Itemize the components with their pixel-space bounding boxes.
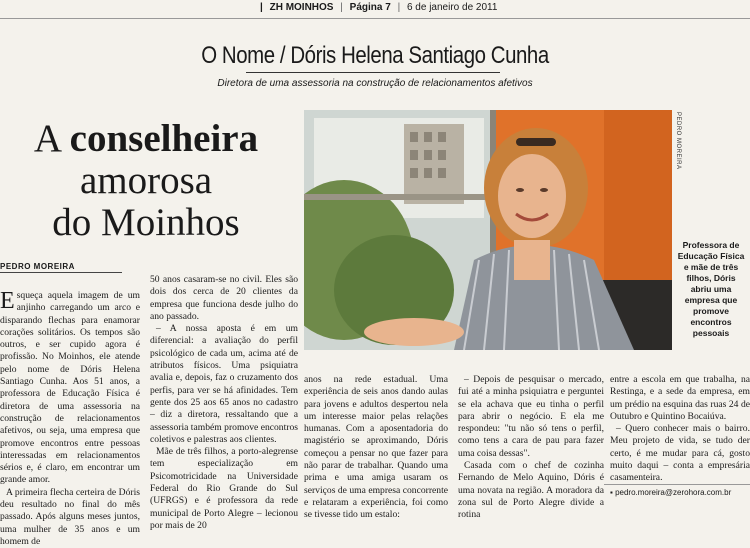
photo-illustration xyxy=(304,110,672,350)
headline-prefix: A xyxy=(33,117,60,160)
headline xyxy=(0,118,292,244)
paragraph: – Depois de pesquisar o mercado, fui até a minha psiquiatra e perguntei se ela achava que eu tinha o perfil para abrir o negócio. E ela me respondeu: "tu não só tens o perfil, como tens a cara de pau para fazer uma coisa dessas". xyxy=(458,374,604,459)
byline: PEDRO MOREIRA xyxy=(0,262,75,271)
paragraph: Casada com o chef de cozinha Fernando de Melo Aquino, Dóris é uma novata na região. A moradora da zona sul de Porto Alegre divide a rotina xyxy=(458,460,604,521)
paragraph: Mãe de três filhos, a porto-alegrense tem especialização em Psicomotricidade na Universidade Federal do Rio Grande do Sul (UFRGS) e é professora da rede municipal de Porto Alegre – lecionou por mais de 20 xyxy=(150,446,298,531)
portrait-photo xyxy=(304,110,672,350)
header-separator: | xyxy=(260,2,263,13)
page-header xyxy=(260,2,501,13)
byline-rule xyxy=(0,272,122,273)
paragraph: A primeira flecha certeira de Dóris deu resultado no final do mês passado. Após alguns meses juntos, uma mulher de 35 anos e um homem de xyxy=(0,486,140,547)
header-separator: | xyxy=(340,2,343,13)
article-column-3 xyxy=(304,374,448,522)
article-column-2 xyxy=(150,274,298,532)
drop-cap: E xyxy=(0,288,15,314)
issue-date: 6 de janeiro de 2011 xyxy=(406,2,498,13)
author-email[interactable] xyxy=(610,488,731,497)
section-name: ZH MOINHOS xyxy=(269,2,334,13)
kicker-title: O Nome / Dóris Helena Santiago Cunha xyxy=(201,42,549,69)
kicker-underline xyxy=(246,72,500,73)
email-address[interactable]: pedro.moreira@zerohora.com.br xyxy=(615,488,732,497)
headline-line-3: do Moinhos xyxy=(52,201,240,244)
photo-caption: Professora de Educação Física e mãe de três filhos, Dóris abriu uma empresa que promove encontros pessoais xyxy=(677,240,745,338)
article-column-1 xyxy=(0,290,140,548)
standfirst: Diretora de uma assessoria na construção de relacionamentos afetivos xyxy=(217,78,533,89)
paragraph: 50 anos casaram-se no civil. Eles são dois dos cerca de 20 clientes da empresa que funciona desde julho do ano passado. xyxy=(150,274,298,322)
header-rule xyxy=(0,18,750,19)
square-bullet-icon: ▪ xyxy=(610,488,613,497)
article-column-5 xyxy=(610,374,750,485)
headline-line-1 xyxy=(0,118,292,160)
paragraph: – A nossa aposta é em um diferencial: a avaliação do perfil psicológico de cada um, acima até de atributos físicos. Uma psiquiatra avalia e, depois, faz o cruzamento dos perfis, para ver se há afinidades. Tem gente dos 25 aos 65 anos no cadastro – diz a diretora, ressaltando que a assessoria também promove encontros coletivos e palestras aos clientes. xyxy=(150,323,298,445)
article-column-4 xyxy=(458,374,604,522)
page-number: Página 7 xyxy=(349,2,391,13)
headline-bold-word: conselheira xyxy=(69,117,259,160)
header-separator: | xyxy=(397,2,401,13)
paragraph: entre a escola em que trabalha, na Restinga, e a sede da empresa, em um prédio na esquina das ruas 24 de Outubro e Quintino Bocaiúva. xyxy=(610,374,750,422)
email-rule xyxy=(604,484,750,485)
paragraph xyxy=(0,290,140,487)
paragraph: – Quero conhecer mais o bairro. Meu projeto de vida, se tudo der certo, é me mudar para cá, gosto muito daqui – conta a empresária casamenteira. xyxy=(610,423,750,484)
photo-credit: PEDRO MOREIRA xyxy=(675,112,681,170)
paragraph-text: squeça aquela imagem de um anjinho carregando um arco e disparando flechas para enamorar corações solitários. Os tempos são outros, e ser cupido agora é profissão. No Moinhos, ele atende pelo nome de Dóris Helena Santiago Cunha. Aos 51 anos, a professora de Educação Física é diretora de uma assessoria na construção de relacionamentos afetivos, ou seja, uma empresa que promove encontros entre pessoas interessadas em relacionamentos sérios e, é claro, em encontrar um grande amor. xyxy=(0,290,140,486)
headline-line-2: amorosa xyxy=(79,159,213,202)
paragraph: anos na rede estadual. Uma experiência de seis anos dando aulas para jovens e adultos despertou nela um interesse maior pelas relações humanas. Com a aposentadoria do magistério se aproximando, Dóris começou a pensar no que fazer para não parar de trabalhar. Quando uma prima e uma amiga usaram os serviços de uma empresa concorrente e relataram a experiência, foi como se tivesse tido um estalo: xyxy=(304,374,448,521)
